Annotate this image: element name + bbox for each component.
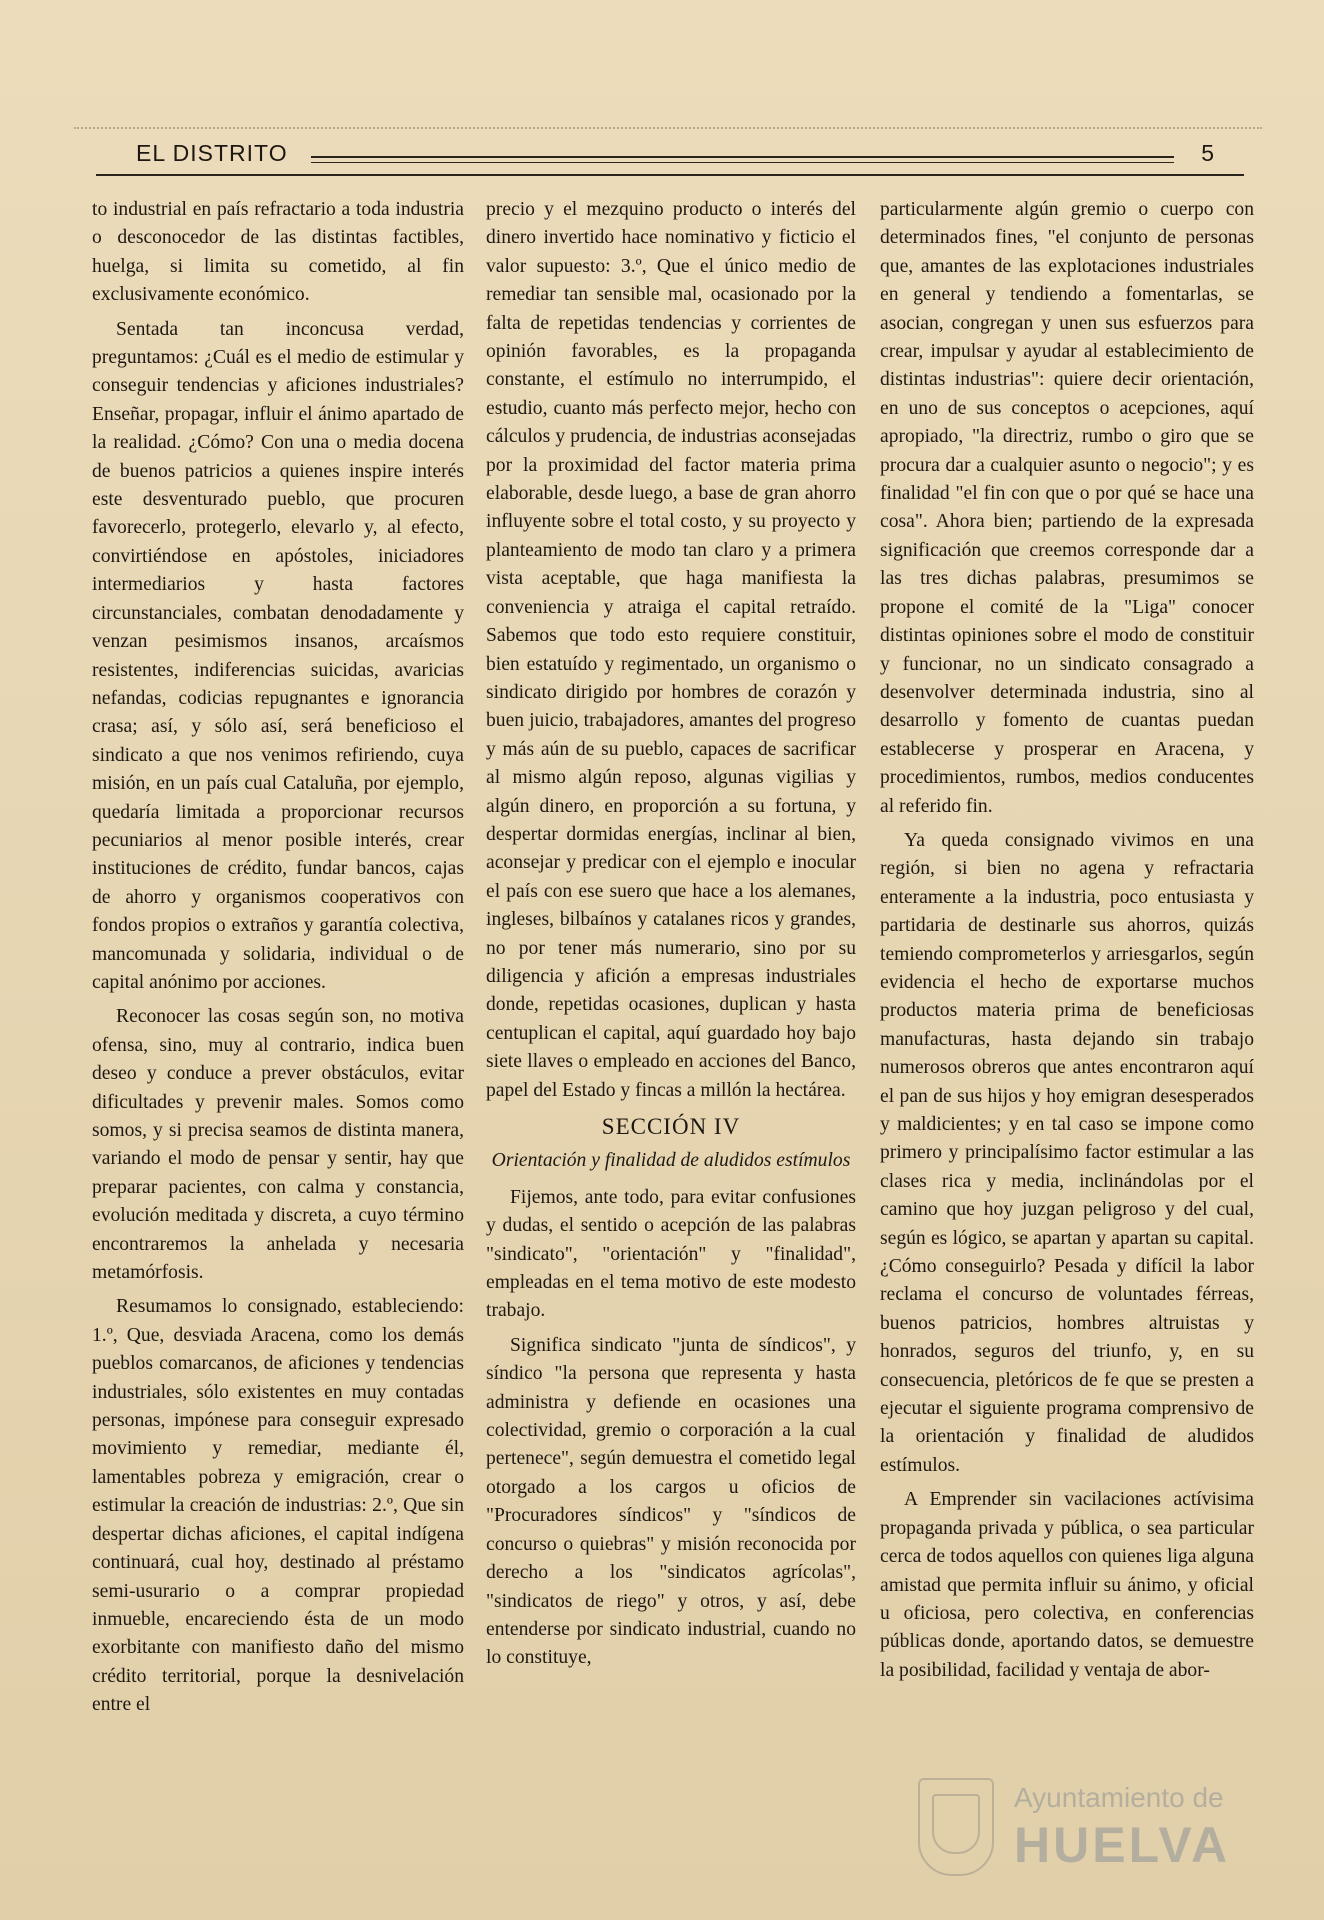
column-1	[92, 196, 464, 1726]
page-header	[96, 140, 1244, 176]
paragraph: precio y el mezquino producto o interés del dinero invertido hace nominativo y ficticio el valor supuesto: 3.º, Que el único medio de remediar tan sensible mal, ocasionado por la falta de repetidas tendencias y corrientes de opinión favorables, es la propaganda constante, el estímulo no interrumpido, el estudio, cuanto más perfecto mejor, hecho con cálculos y prudencia, de industrias aconsejadas por la proximidad del factor materia prima elaborable, desde luego, a base de gran ahorro influyente sobre el total costo, y su proyecto y planteamiento de modo tan claro y a primera vista aceptable, que haga manifiesta la conveniencia y atraiga el capital retraído. Sabemos que todo esto requiere constituir, bien estatuído y regimentado, un organismo o sindicato dirigido por hombres de corazón y buen juicio, trabajadores, amantes del progreso y más aún de su pueblo, capaces de sacrificar al mismo algún reposo, algunas vigilias y algún dinero, en proporción a su fortuna, y despertar dormidas energías, inclinar al bien, aconsejar y predicar con el ejemplo e inocular el país con ese suero que hace a los alemanes, ingleses, bilbaínos y catalanes ricos y grandes, no por tener más numerario, sino por su diligencia y afición a empresas industriales donde, repetidas ocasiones, duplican y hasta centuplican el capital, aquí guardado hoy bajo siete llaves o empleado en acciones del Banco, papel del Estado y fincas a millón la hectárea.	[486, 199, 856, 1101]
header-underline	[96, 174, 1244, 176]
paragraph: Reconocer las cosas según son, no motiva ofensa, sino, muy al contrario, indica buen deseo y conduce a prever obstáculos, evitar dificultades y prevenir males. Somos como somos, y si precisa seamos de distinta manera, variando el modo de pensar y sentir, hay que preparar pacientes, con calma y constancia, evolución meditada y discreta, a cuyo término encontraremos la anhelada y necesaria metamórfosis.	[92, 1006, 464, 1284]
paragraph: to industrial en país refractario a toda industria o desconocedor de las distintas factibles, huelga, si limita su cometido, al fin exclusivamente económico.	[92, 199, 464, 306]
bleed-through-rule	[74, 127, 1262, 129]
watermark-line-2: HUELVA	[1014, 1817, 1231, 1873]
watermark-line-1: Ayuntamiento de	[1014, 1782, 1224, 1813]
column-2	[486, 196, 856, 1679]
paragraph: Sentada tan inconcusa verdad, preguntamos: ¿Cuál es el medio de estimular y conseguir tendencias y aficiones industriales? Enseñar, propagar, influir el ánimo apartado de la realidad. ¿Cómo? Con una o media docena de buenos patricios a quienes inspire interés este desventurado pueblo, que procuren favorecerlo, protegerlo, elevarlo y, al efecto, convirtiéndose en apóstoles, iniciadores intermediarios y hasta factores circunstanciales, combatan denodadamente y venzan pesimismos insanos, arcaísmos resistentes, indiferencias suicidas, avaricias nefandas, codicias repugnantes e ignorancia crasa; así, y sólo así, será beneficioso el sindicato a que nos venimos refiriendo, cuya misión, en un país cual Cataluña, por ejemplo, quedaría limitada a proporcionar recursos pecuniarios al menor posible interés, crear instituciones de crédito, fundar bancos, cajas de ahorro y organismos cooperativos con fondos propios o extraños y garantía colectiva, mancomunada y solidaria, individual o de capital anónimo por acciones.	[92, 318, 464, 993]
section-title: SECCIÓN IV	[601, 1114, 741, 1139]
column-3	[880, 196, 1254, 1691]
paragraph: Ya queda consignado vivimos en una región, si bien no agena y refractaria enteramente a la industria, poco entusiasta y partidaria de destinarle sus ahorros, quizás temiendo comprometerlos y arriesgarlos, según evidencia el hecho de exportarse muchos productos materia prima de beneficiosas manufacturas, hasta dejando sin trabajo numerosos obreros que antes encontraron aquí el pan de sus hijos y hoy emigran desesperados y maldicientes; y en tal caso se impone como primero y principalísimo factor estimular a las clases rica y media, inclinándolas por el camino que hoy juzgan peligroso y del cual, según es lógico, se apartan y apartan su capital. ¿Cómo conseguirlo? Pesada y difícil la labor reclama el concurso de voluntades férreas, buenos patricios, hombres altruistas y honrados, seguros del triunfo, y, en su consecuencia, pletóricos de fe que se presten a ejecutar el siguiente programa comprensivo de la orientación y finalidad de aludidos estímulos.	[880, 829, 1254, 1476]
section-subtitle: Orientación y finalidad de aludidos estímulos	[491, 1150, 851, 1172]
paragraph: Fijemos, ante todo, para evitar confusiones y dudas, el sentido o acepción de las palabras "sindicato", "orientación" y "finalidad", empleadas en el tema motivo de este modesto trabajo.	[486, 1186, 856, 1322]
paragraph: Resumamos lo consignado, estableciendo: 1.º, Que, desviada Aracena, como los demás pueblos comarcanos, de aficiones y tendencias industriales, sólo existentes en muy contadas personas, impónese para conseguir expresado movimiento y remediar, mediante él, lamentables pobreza y emigración, crear o estimular la creación de industrias: 2.º, Que sin despertar dichas aficiones, el capital indígena continuará, cual hoy, destinado al préstamo semi-usurario o a comprar propiedad inmueble, encareciendo ésta de un modo exorbitante con manifiesto daño del mismo crédito territorial, porque la desnivelación entre el	[92, 1296, 464, 1716]
page-number: 5	[1201, 140, 1214, 166]
paragraph: particularmente algún gremio o cuerpo con determinados fines, "el conjunto de personas que, amantes de las explotaciones industriales en general y tendiendo a fomentarlas, se asocian, congregan y unen sus esfuerzos para crear, impulsar y ayudar al establecimiento de distintas industrias": quiere decir orientación, en uno de sus conceptos o acepciones, aquí apropiado, "la directriz, rumbo o giro que se procura dar a cualquier asunto o negocio"; y es finalidad "el fin con que o por qué se hace una cosa". Ahora bien; partiendo de la expresada significación que creemos corresponde dar a las tres dichas palabras, presumimos se propone el comité de la "Liga" conocer distintas opiniones sobre el modo de constituir y funcionar, no un sindicato consagrado a desenvolver determinada industria, sino al desarrollo y fomento de cuantas puedan establecerse y prosperar en Aracena, y procedimientos, rumbos, medios conducentes al referido fin.	[880, 199, 1254, 817]
paragraph: A Emprender sin vacilaciones actívisima propaganda privada y pública, o sea particular cerca de todos aquellos con quienes liga alguna amistad que permita influir su ánimo, y oficial u oficiosa, pero colectiva, en conferencias públicas donde, aportando datos, se demuestre la posibilidad, facilidad y ventaja de abor-	[880, 1489, 1254, 1681]
paragraph: Significa sindicato "junta de síndicos", y síndico "la persona que representa y hasta administra y defiende en ocasiones una colectividad, gremio o corporación a la cual pertenece", según demuestra el cometido legal otorgado a los cargos u oficios de "Procuradores síndicos" y "síndicos de concurso o quiebras" y misión reconocida por derecho a los "sindicatos agrícolas", "sindicatos de riego" y otros, y así, debe entenderse por sindicato industrial, cuando no lo constituye,	[486, 1334, 856, 1669]
running-title: EL DISTRITO	[136, 140, 288, 166]
header-rule	[311, 156, 1174, 163]
coat-of-arms-icon	[918, 1778, 994, 1876]
archive-watermark	[918, 1778, 1258, 1874]
